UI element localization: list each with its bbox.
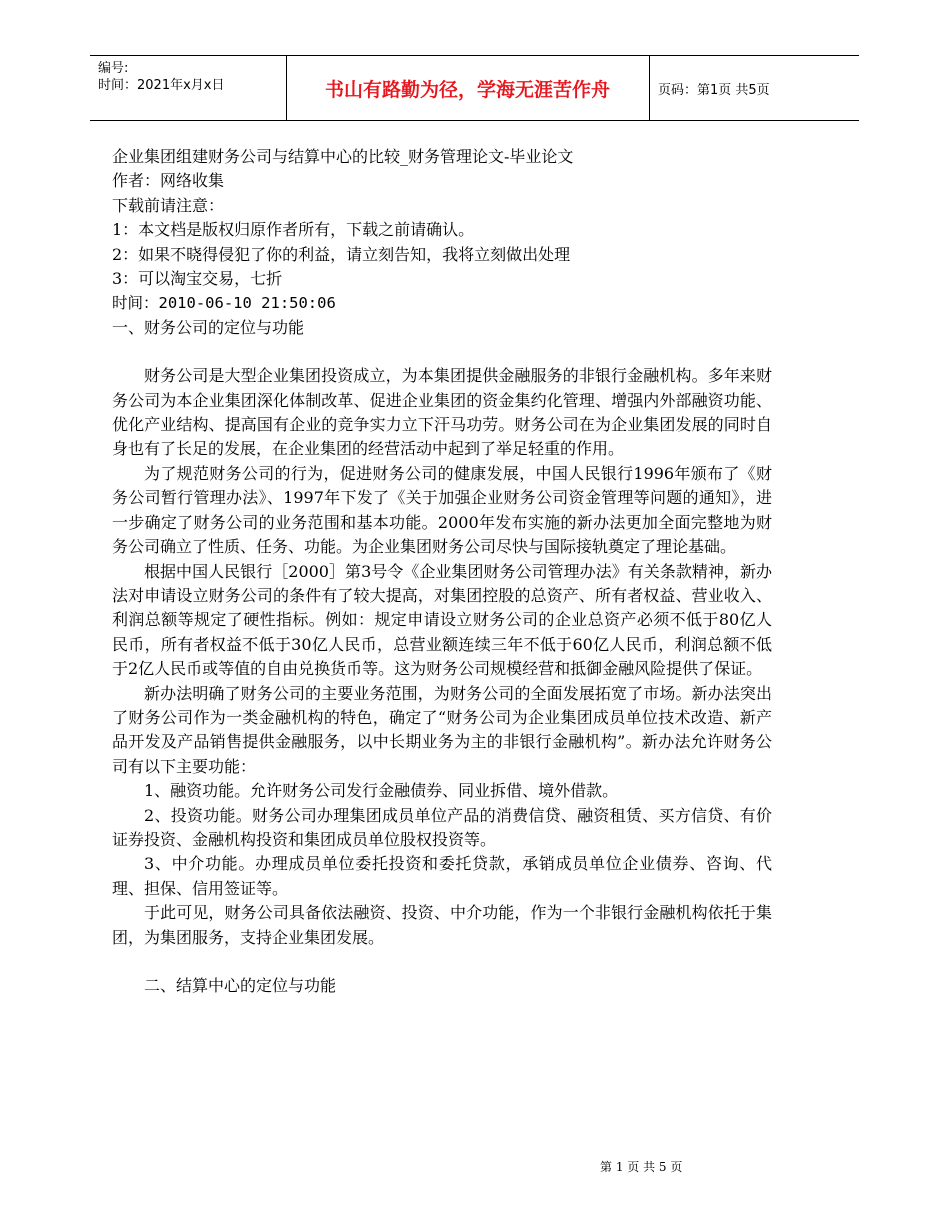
notice-item: 1：本文档是版权归原作者所有，下载之前请确认。 bbox=[112, 220, 475, 240]
header-page-info: 页码：第1页 共5页 bbox=[658, 82, 770, 98]
paragraph: 新办法明确了财务公司的主要业务范围，为财务公司的全面发展拓宽了市场。新办法突出了财务公司作为一类金融机构的特色，确定了“财务公司为企业集团成员单位技术改造、新产品开发及产品销售提供金融服务，以中长期业务为主的非银行金融机构”。新办法允许财务公司有以下主要功能： bbox=[112, 683, 772, 776]
spacer bbox=[112, 950, 772, 974]
notice-item: 3：可以淘宝交易，七折 bbox=[112, 269, 283, 289]
header-motto: 书山有路勤为径，学海无涯苦作舟 bbox=[324, 78, 610, 101]
paragraph: 于此可见，财务公司具备依法融资、投资、中介功能，作为一个非银行金融机构依托于集团，为集团服务，支持企业集团发展。 bbox=[112, 903, 772, 947]
spacer bbox=[112, 340, 772, 364]
paragraph: 2、投资功能。财务公司办理集团成员单位产品的消费信贷、融资租赁、买方信贷、有价证券投资、金融机构投资和集团成员单位股权投资等。 bbox=[112, 805, 772, 849]
document-body bbox=[112, 145, 772, 998]
paragraph: 3、中介功能。办理成员单位委托投资和委托贷款，承销成员单位企业债券、咨询、代理、担保、信用签证等。 bbox=[112, 854, 772, 898]
document-title: 企业集团组建财务公司与结算中心的比较_财务管理论文-毕业论文 bbox=[112, 147, 574, 166]
section-heading: 一、财务公司的定位与功能 bbox=[112, 317, 305, 337]
page-footer: 第 1 页 共 5 页 bbox=[600, 1160, 683, 1174]
section-heading: 二、结算中心的定位与功能 bbox=[144, 976, 337, 995]
document-time-label: 时间：2021年x月x日 bbox=[98, 78, 225, 93]
paragraph: 1、融资功能。允许财务公司发行金融债券、同业拆借、境外借款。 bbox=[144, 781, 619, 801]
header-divider bbox=[649, 56, 650, 120]
paragraph: 财务公司是大型企业集团投资成立，为本集团提供金融服务的非银行金融机构。多年来财务公司为本企业集团深化体制改革、促进企业集团的资金集约化管理、增强内外部融资功能、优化产业结构、提高国有企业的竞争实力立下汗马功劳。财务公司在为企业集团发展的同时自身也有了长足的发展，在企业集团的经营活动中起到了举足轻重的作用。 bbox=[112, 366, 772, 459]
paragraph: 为了规范财务公司的行为，促进财务公司的健康发展，中国人民银行1996年颁布了《财务公司暂行管理办法》、1997年下发了《关于加强企业财务公司资金管理等问题的通知》，进一步确定了财务公司的业务范围和基本功能。2000年发布实施的新办法更加全面完整地为财务公司确立了性质、任务、功能。为企业集团财务公司尽快与国际接轨奠定了理论基础。 bbox=[112, 463, 772, 557]
document-timestamp: 时间：2010-06-10 21:50:06 bbox=[112, 294, 336, 313]
notice-item: 2：如果不晓得侵犯了你的利益，请立刻告知，我将立刻做出处理 bbox=[112, 244, 571, 264]
document-number-label: 编号: bbox=[98, 61, 129, 76]
document-author: 作者：网络收集 bbox=[112, 171, 225, 191]
header-meta bbox=[98, 60, 224, 94]
paragraph: 根据中国人民银行［2000］第3号令《企业集团财务公司管理办法》有关条款精神，新办法对申请设立财务公司的条件有了较大提高，对集团控股的总资产、所有者权益、营业收入、利润总额等规定了硬性指标。例如：规定申请设立财务公司的企业总资产必须不低于80亿人民币，所有者权益不低于30亿人民币，总营业额连续三年不低于60亿人民币，利润总额不低于2亿人民币或等值的自由兑换货币等。这为财务公司规模经营和抵御金融风险提供了保证。 bbox=[112, 561, 772, 679]
notice-heading: 下载前请注意： bbox=[112, 195, 225, 215]
page-header bbox=[90, 55, 859, 121]
